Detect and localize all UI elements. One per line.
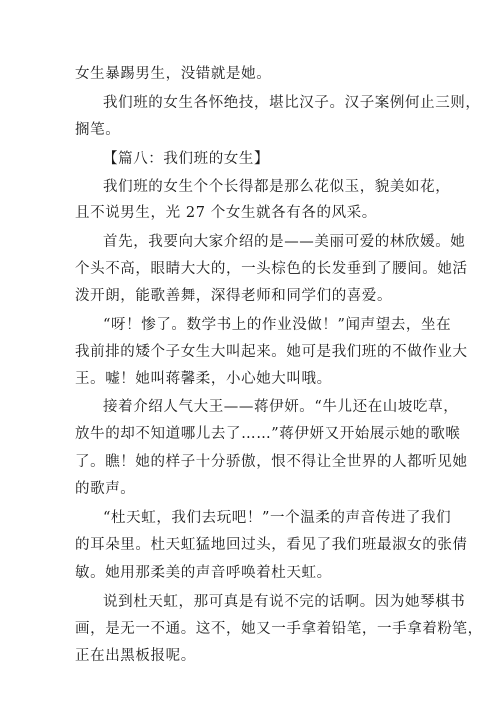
text-line: 我们班的女生个个长得都是那么花似玉，貌美如花， [103,179,451,195]
text-line: 我前排的矮个子女生大叫起来。她可是我们班的不做作业大 [75,344,468,360]
text-line: “呀！惨了。数学书上的作业没做！”闻声望去，坐在 [103,317,452,333]
text-line: 搁笔。 [75,122,121,138]
text-line: 敏。她用那柔美的声音呼唤着杜天虹。 [75,565,332,581]
text-line: 的歌声。 [75,481,136,497]
text-line: 放牛的却不知道哪儿去了……”蒋伊妍又开始展示她的歌喉 [75,426,461,442]
text-line: 个头不高，眼睛大大的，一头棕色的长发垂到了腰间。她活 [75,261,468,277]
text-line: 了。瞧！她的样子十分骄傲，恨不得让全世界的人都听见她 [75,454,468,470]
text-line: 画，是无一不通。这不，她又一手拿着铅笔，一手拿着粉笔， [75,621,483,637]
section-heading: 【篇八：我们班的女生】 [103,151,270,167]
text-line: 我们班的女生各怀绝技，堪比汉子。汉子案例何止三则， [103,95,481,111]
text-line: “杜天虹，我们去玩吧！”一个温柔的声音传进了我们 [103,510,452,526]
text-line: 正在出黑板报呢。 [75,648,196,664]
text-line: 首先，我要向大家介绍的是——美丽可爱的林欣媛。她 [103,234,466,250]
text-line: 且不说男生，光 27 个女生就各有各的风采。 [75,205,377,221]
text-line: 泼开朗，能歌善舞，深得老师和同学们的喜爱。 [75,288,393,304]
text-line: 说到杜天虹，那可真是有说不完的话啊。因为她琴棋书 [103,594,466,610]
text-line: 接着介绍人气大王——蒋伊妍。“牛儿还在山坡吃草， [103,399,459,415]
text-line: 的耳朵里。杜天虹猛地回过头，看见了我们班最淑女的张倩 [75,537,468,553]
text-line: 王。嘘！她叫蒋馨柔，小心她大叫哦。 [75,371,332,387]
text-line-continuation: 女生暴踢男生，没错就是她。 [75,66,272,82]
